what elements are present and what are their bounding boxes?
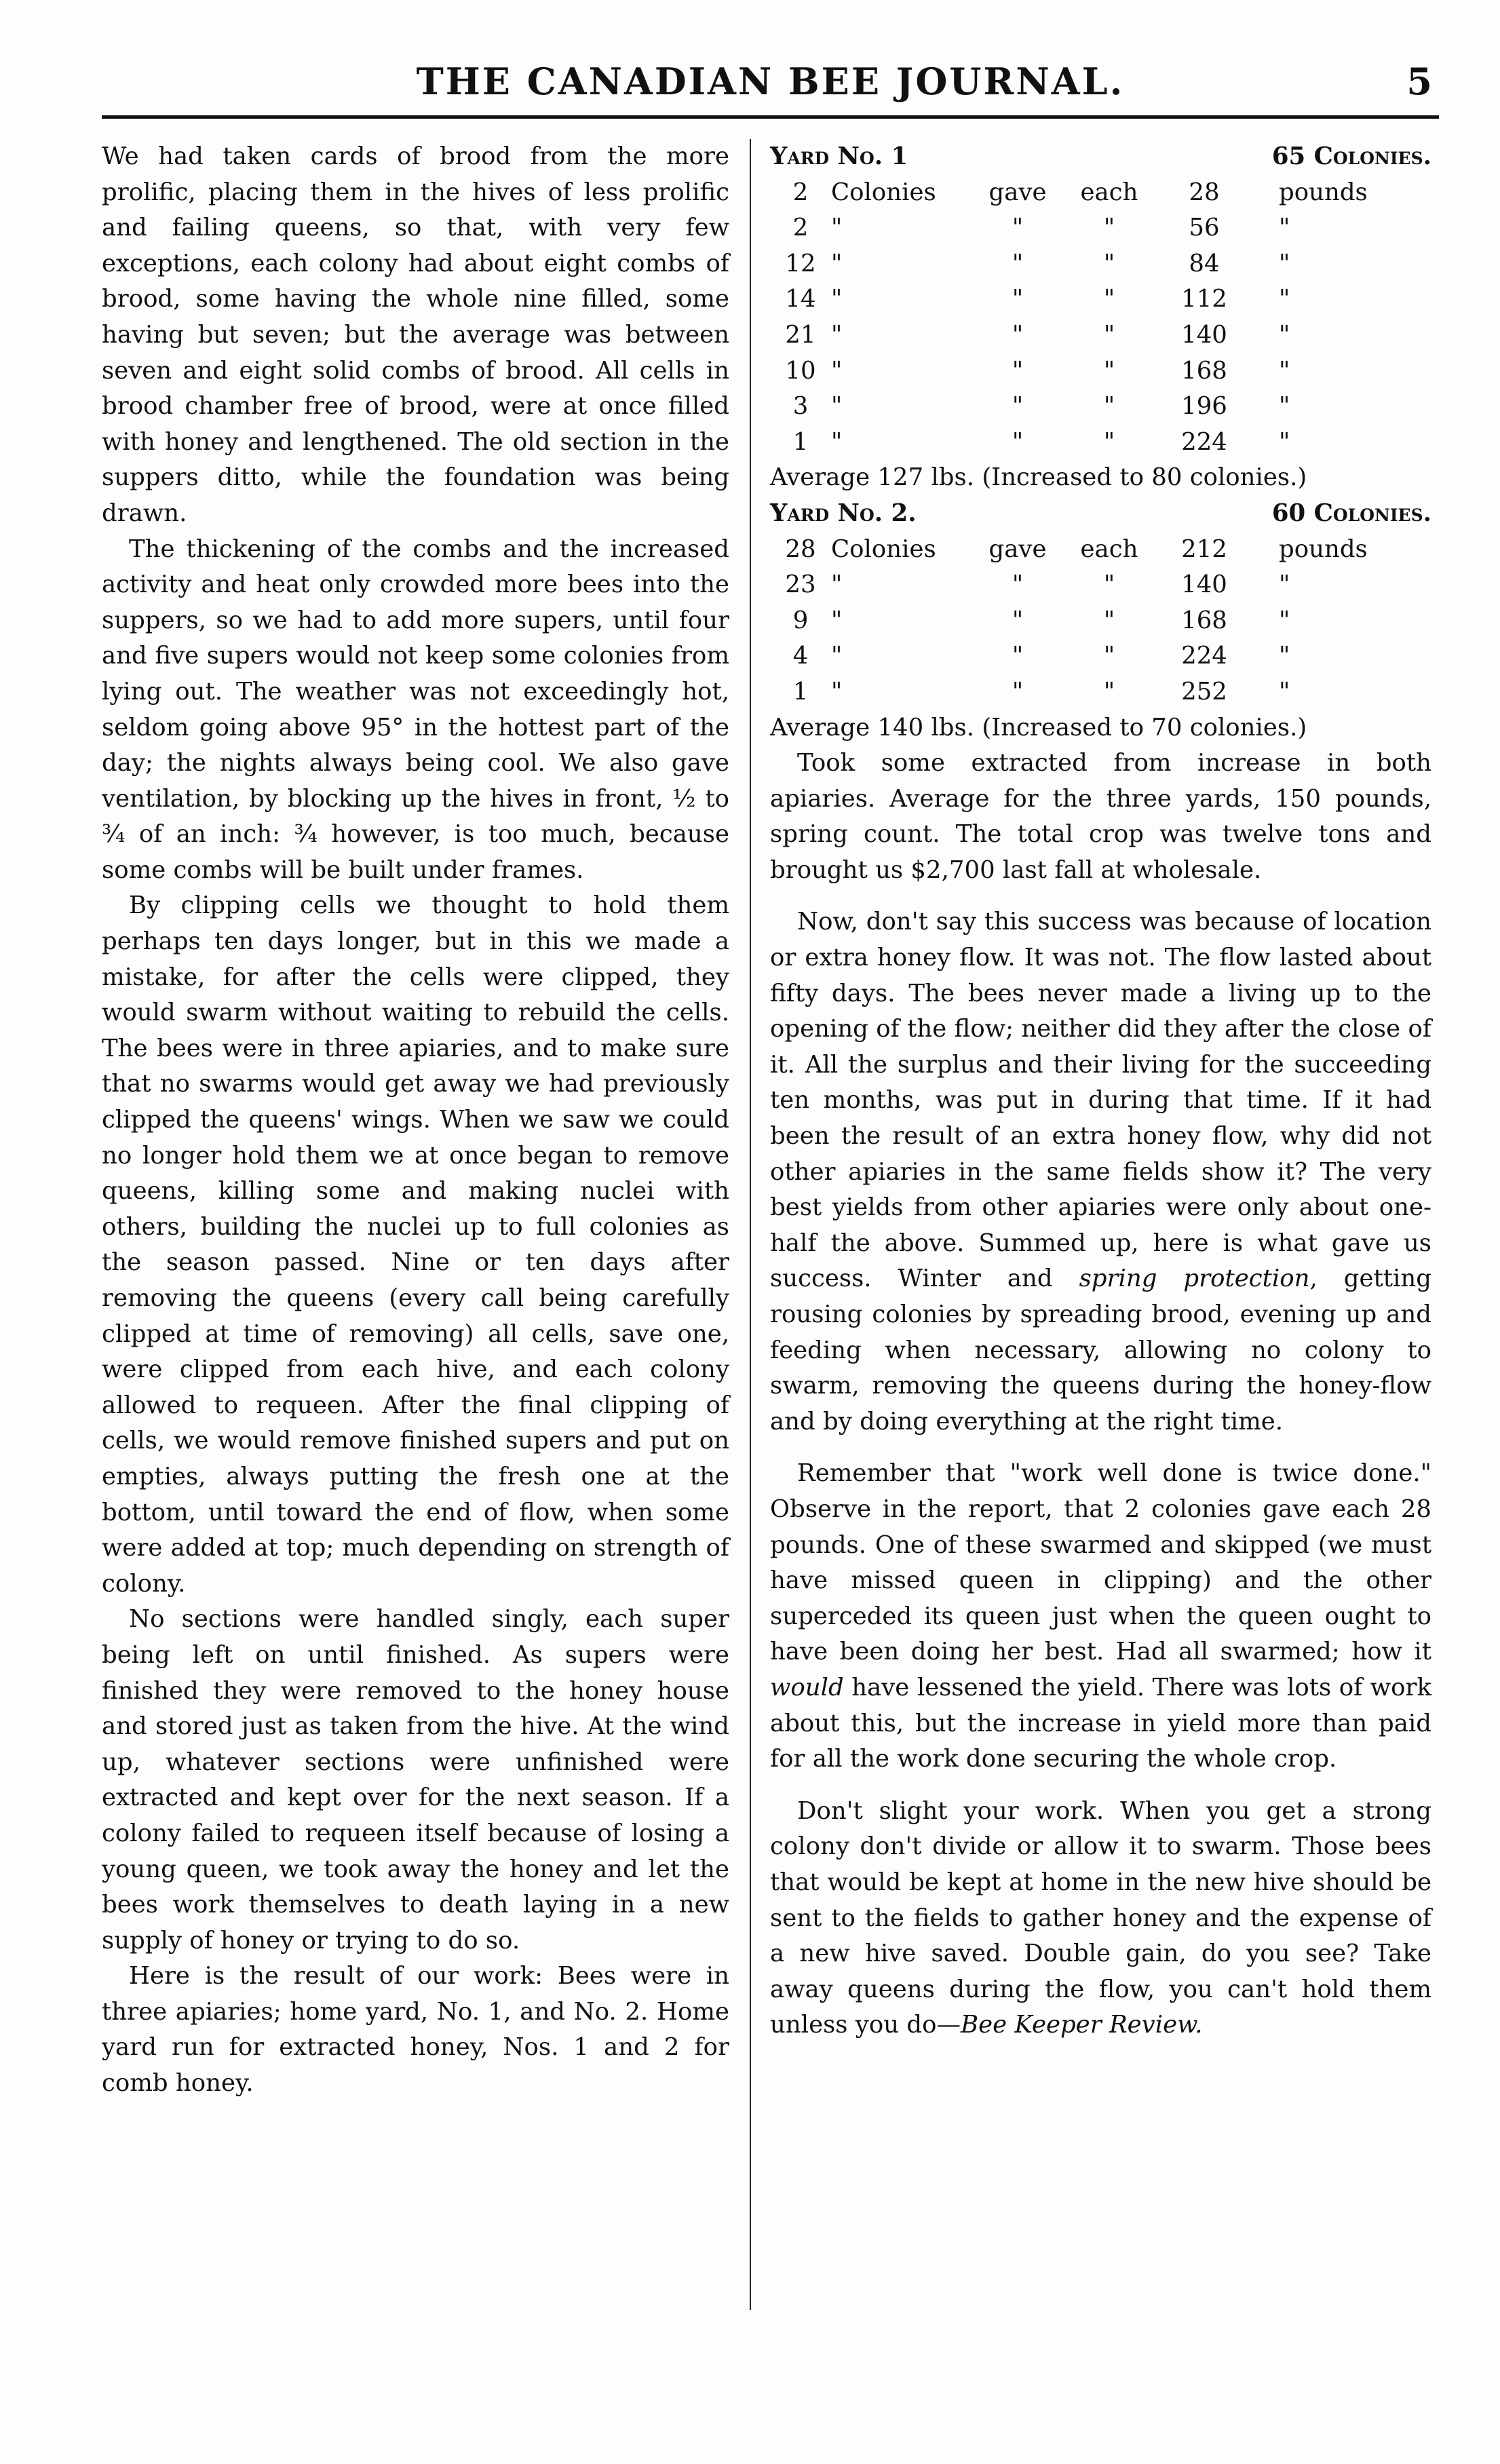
paragraph — [770, 746, 1431, 888]
table-cell: 10 — [785, 356, 816, 385]
table-cell: Colonies — [831, 535, 936, 563]
paragraph: Here is the result of our work: Bees were in three apiaries; home yard, No. 1, and No. 2. Home yard run for extracted honey, Nos. 1 and 2 for comb honey. — [102, 1962, 729, 2098]
table-cell: 140 — [1181, 571, 1227, 599]
table-cell: pounds — [1279, 178, 1368, 206]
table-cell: 56 — [1189, 214, 1220, 242]
table-cell: " — [1103, 320, 1115, 349]
table-cell: " — [1279, 677, 1290, 706]
table-cell: 28 — [1189, 178, 1220, 206]
emphasis-text: would — [770, 1673, 844, 1701]
table-cell: " — [1279, 642, 1290, 670]
table-cell: " — [1279, 356, 1290, 385]
table-row — [770, 603, 1431, 639]
table-cell: 196 — [1181, 392, 1227, 421]
paragraph: We had taken cards of brood from the more prolific, placing them in the hives of less prolific and failing queens, so that, with very few exceptions, each colony had about eight combs of brood, some having the whole nine filled, some having but seven; but the average was between seven and eight solid combs of brood. All cells in brood chamber free of brood, were at once filled with honey and lengthened. The old section in the suppers ditto, while the foundation was being drawn. — [102, 142, 729, 527]
paragraph-text: Now, don't say this success was because of location or extra honey flow. It was not. The flow lasted about fifty days. The bees never made a living up to the opening of the flow; neither did they after the close of it. All the surplus and their living for the succeeding ten months, was put in during that time. If it had been the result of an extra honey flow, why did not other apiaries in the same fields show it? The very best yields from other apiaries were only about one-half the above. Summed up, here is what gave us success. Winter and — [770, 908, 1431, 1293]
paragraph-text: , getting rousing colonies by spreading brood, evening up and feeding when necessary, allowing no colony to swarm, removing the queens during the honey-flow and by doing everything at the right time. — [770, 1265, 1431, 1436]
right-column — [770, 139, 1431, 2043]
table-cell: " — [831, 606, 843, 634]
table-cell: 168 — [1181, 356, 1227, 385]
table-cell: " — [1103, 249, 1115, 277]
table-row — [770, 425, 1431, 461]
table-cell: 212 — [1181, 535, 1227, 563]
table-cell: 224 — [1181, 427, 1227, 456]
table-cell: " — [1279, 427, 1290, 456]
table-cell: gave — [988, 535, 1047, 563]
yard-2-label: Yard No. 2. — [770, 499, 917, 527]
table-row — [770, 175, 1431, 211]
table-cell: " — [831, 677, 843, 706]
left-column — [102, 139, 729, 2102]
yard-2-table — [770, 532, 1431, 710]
table-cell: " — [1012, 249, 1024, 277]
paragraph-text: Remember that "work well done is twice done." Observe in the report, that 2 colonies gave each 28 pounds. One of these swarmed and skipped (we must have missed queen in clipping) and the other superceded its queen just when the queen ought to have been doing her best. Had all swarmed; how it — [770, 1459, 1431, 1666]
table-row — [770, 353, 1431, 389]
table-cell: 21 — [785, 320, 816, 349]
yard-1-table — [770, 175, 1431, 461]
table-cell: " — [1279, 320, 1290, 349]
paragraph — [770, 1794, 1431, 2043]
page-number: 5 — [1406, 60, 1432, 103]
table-cell: 23 — [785, 571, 816, 599]
journal-title: THE CANADIAN BEE JOURNAL. — [416, 60, 1125, 103]
table-cell: " — [831, 285, 843, 313]
table-cell: 9 — [792, 606, 809, 634]
page-header — [102, 54, 1439, 119]
table-cell: " — [1012, 677, 1024, 706]
table-cell: " — [1012, 427, 1024, 456]
table-cell: " — [831, 392, 843, 421]
table-cell: " — [1103, 606, 1115, 634]
table-cell: each — [1080, 535, 1138, 563]
table-cell: 1 — [792, 427, 809, 456]
table-cell: " — [831, 427, 843, 456]
table-cell: 2 — [792, 178, 809, 206]
emphasis-text: spring protection — [1079, 1265, 1310, 1293]
paragraph-text: Took some extracted from increase in both apiaries. Average for the three yards, 150 pounds, spring count. The total crop was twelve tons and brought us $2,700 last fall at wholesale. — [770, 749, 1431, 884]
table-cell: " — [1103, 392, 1115, 421]
table-cell: 168 — [1181, 606, 1227, 634]
table-cell: " — [1103, 285, 1115, 313]
table-cell: gave — [988, 178, 1047, 206]
table-cell: " — [831, 214, 843, 242]
table-cell: 224 — [1181, 642, 1227, 670]
yard-1-heading — [770, 139, 1431, 175]
table-cell: 3 — [792, 392, 809, 421]
table-cell: " — [1012, 392, 1024, 421]
table-cell: each — [1080, 178, 1138, 206]
table-cell: " — [1103, 356, 1115, 385]
table-cell: " — [1012, 356, 1024, 385]
table-cell: " — [831, 249, 843, 277]
table-cell: 112 — [1181, 285, 1227, 313]
table-cell: 12 — [785, 249, 816, 277]
table-cell: " — [1279, 571, 1290, 599]
table-cell: " — [831, 642, 843, 670]
table-cell: " — [1012, 214, 1024, 242]
table-cell: Colonies — [831, 178, 936, 206]
table-cell: " — [1012, 606, 1024, 634]
table-cell: " — [1279, 214, 1290, 242]
table-row — [770, 210, 1431, 246]
table-cell: 14 — [785, 285, 816, 313]
paragraph: By clipping cells we thought to hold them perhaps ten days longer, but in this we made a mistake, for after the cells were clipped, they would swarm without waiting to rebuild the cells. The bees were in three apiaries, and to make sure that no swarms would get away we had previously clipped the queens' wings. When we saw we could no longer hold them we at once began to remove queens, killing some and making nuclei with others, building the nuclei up to full colonies as the season passed. Nine or ten days after removing the queens (every call being carefully clipped at time of removing) all cells, save one, were clipped from each hive, and each colony allowed to requeen. After the final clipping of cells, we would remove finished supers and put on empties, always putting the fresh one at the bottom, until toward the end of flow, when some were added at top; much depending on strength of colony. — [102, 891, 729, 1598]
table-cell: " — [1279, 606, 1290, 634]
table-cell: 252 — [1181, 677, 1227, 706]
paragraph — [770, 904, 1431, 1440]
yard-1-average: Average 127 lbs. (Increased to 80 colonies.) — [770, 463, 1307, 492]
table-cell: " — [1103, 677, 1115, 706]
table-cell: 84 — [1189, 249, 1220, 277]
table-cell: pounds — [1279, 535, 1368, 563]
table-cell: 2 — [792, 214, 809, 242]
paragraph-text: have lessened the yield. There was lots of work about this, but the increase in yield more than paid for all the work done securing the whole crop. — [770, 1673, 1431, 1773]
table-cell: " — [1279, 392, 1290, 421]
table-cell: 140 — [1181, 320, 1227, 349]
column-divider — [750, 139, 751, 2310]
table-row — [770, 674, 1431, 710]
table-row — [770, 567, 1431, 603]
yard-2-average: Average 140 lbs. (Increased to 70 colonies.) — [770, 713, 1307, 742]
yard-1-total: 65 Colonies. — [1271, 142, 1431, 170]
yard-2-total: 60 Colonies. — [1271, 499, 1431, 527]
table-cell: " — [831, 356, 843, 385]
table-cell: " — [1012, 320, 1024, 349]
table-row — [770, 389, 1431, 425]
table-cell: " — [1103, 642, 1115, 670]
table-cell: " — [831, 571, 843, 599]
table-row — [770, 317, 1431, 353]
table-cell: " — [831, 320, 843, 349]
table-cell: " — [1012, 642, 1024, 670]
yard-2-heading — [770, 496, 1431, 532]
table-cell: " — [1103, 571, 1115, 599]
table-row — [770, 638, 1431, 674]
table-cell: " — [1103, 214, 1115, 242]
paragraph: The thickening of the combs and the increased activity and heat only crowded more bees into the suppers, so we had to add more supers, until four and five supers would not keep some colonies from lying out. The weather was not exceedingly hot, seldom going above 95° in the hottest part of the day; the nights always being cool. We also gave ventilation, by blocking up the hives in front, ½ to ¾ of an inch: ¾ however, is too much, because some combs will be built under frames. — [102, 535, 729, 884]
table-cell: " — [1012, 571, 1024, 599]
table-row — [770, 282, 1431, 317]
table-row — [770, 532, 1431, 568]
table-cell: 4 — [792, 642, 809, 670]
table-row — [770, 246, 1431, 282]
paragraph-text: Don't slight your work. When you get a strong colony don't divide or allow it to swarm. Those bees that would be kept at home in the new hive should be sent to the fields to gather honey and the expense of a new hive saved. Double gain, do you see? Take away queens during the flow, you can't hold them unless you do— — [770, 1796, 1431, 2039]
paragraph: No sections were handled singly, each super being left on until finished. As supers were finished they were removed to the honey house and stored just as taken from the hive. At the wind up, whatever sections were unfinished were extracted and kept over for the next season. If a colony failed to requeen itself because of losing a young queen, we took away the honey and let the bees work themselves to death laying in a new supply of honey or trying to do so. — [102, 1605, 729, 1955]
yard-1-label: Yard No. 1 — [770, 142, 908, 170]
paragraph — [770, 1456, 1431, 1777]
table-cell: " — [1103, 427, 1115, 456]
source-citation: Bee Keeper Review. — [960, 2011, 1203, 2039]
table-cell: " — [1012, 285, 1024, 313]
table-cell: 28 — [785, 535, 816, 563]
table-cell: 1 — [792, 677, 809, 706]
table-cell: " — [1279, 285, 1290, 313]
table-cell: " — [1279, 249, 1290, 277]
